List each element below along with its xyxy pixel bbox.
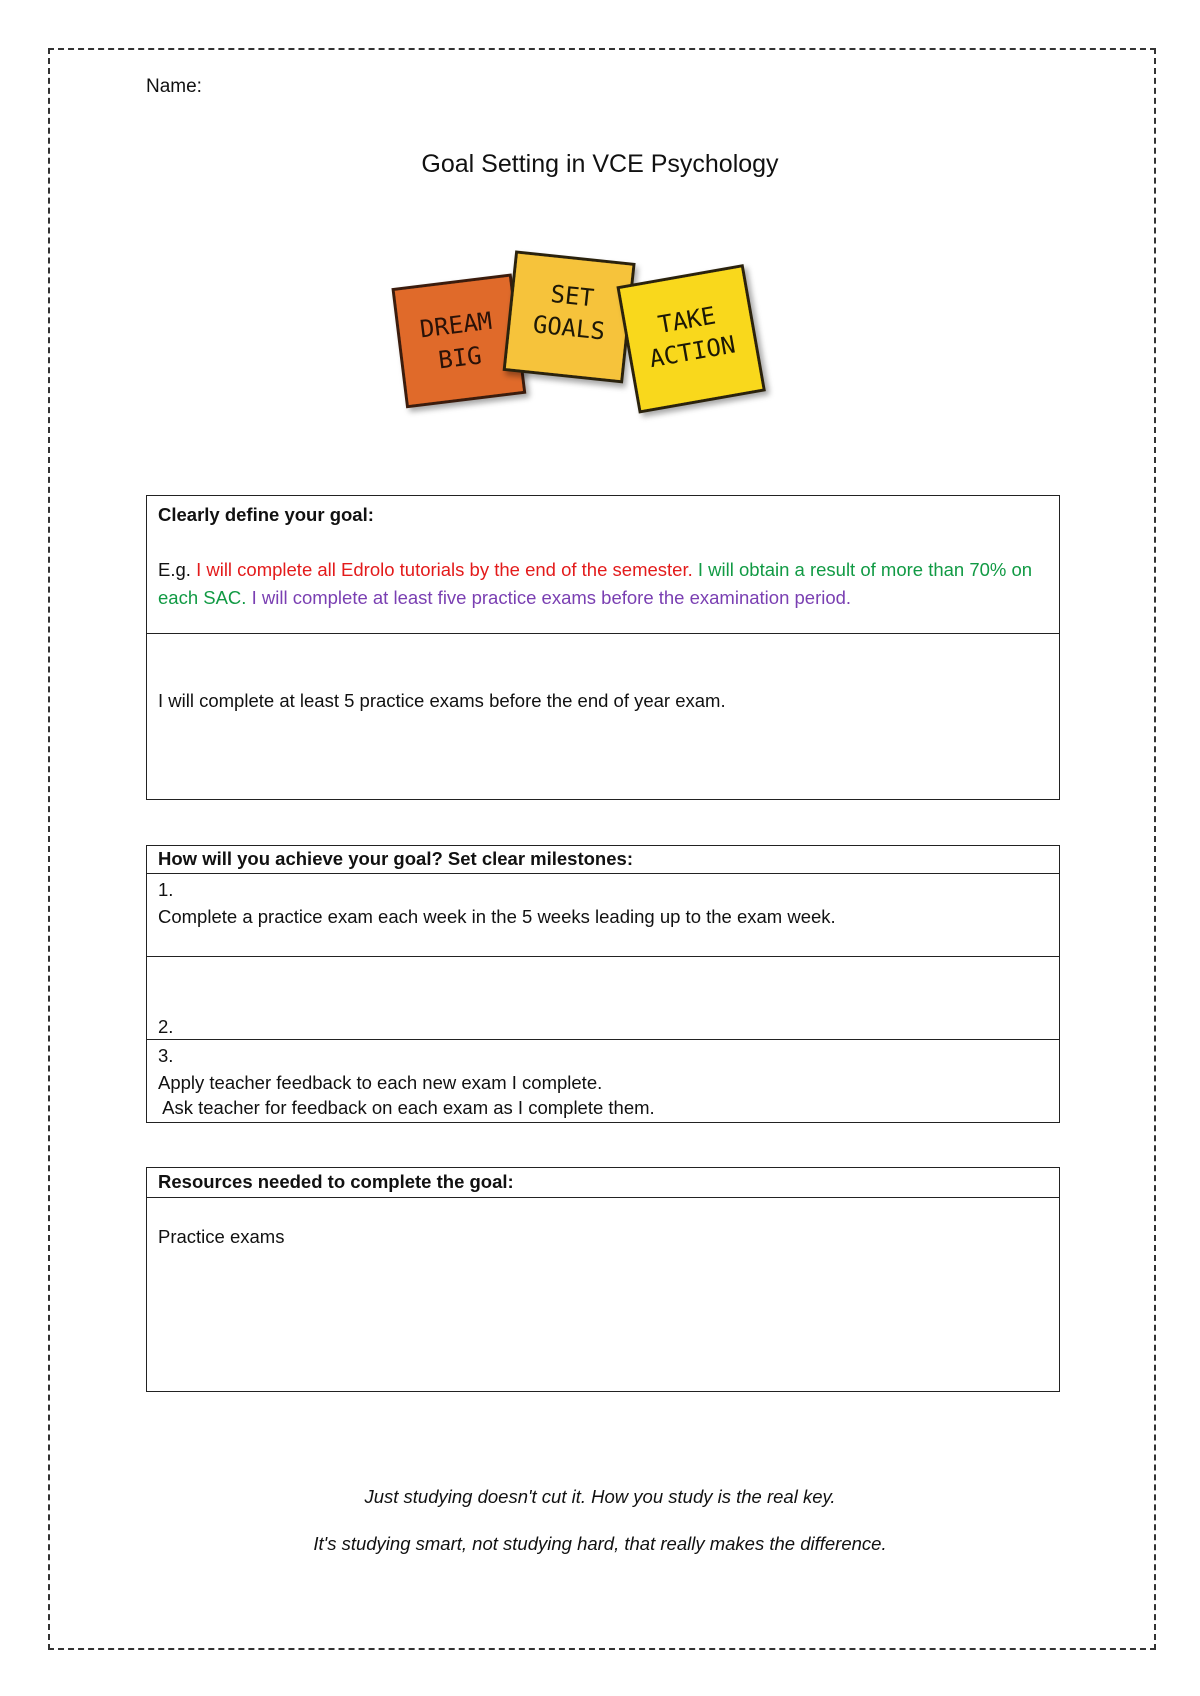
milestones-heading-row bbox=[147, 846, 1059, 874]
milestones-box bbox=[146, 845, 1060, 1123]
resources-heading: Resources needed to complete the goal: bbox=[158, 1171, 514, 1192]
quote-2: It's studying smart, not studying hard, that really makes the difference. bbox=[313, 1533, 887, 1554]
sticky-note-action-line2: ACTION bbox=[647, 330, 738, 374]
example-purple: I will complete at least five practice exams before the examination period. bbox=[251, 587, 852, 608]
name-label: Name: bbox=[146, 76, 202, 97]
milestone-row-1[interactable] bbox=[147, 874, 1059, 957]
define-goal-example bbox=[158, 556, 1048, 612]
milestones-heading: How will you achieve your goal? Set clear milestones: bbox=[158, 848, 633, 869]
milestone-number-2: 2. bbox=[158, 1016, 174, 1037]
page-title: Goal Setting in VCE Psychology bbox=[421, 150, 779, 178]
sticky-note-dream-big bbox=[393, 275, 525, 407]
milestone-number-1: 1. bbox=[158, 879, 174, 900]
example-green: I will obtain a result of more than 70% on each SAC. bbox=[158, 559, 1033, 608]
resources-answer: Practice exams bbox=[158, 1226, 285, 1247]
sticky-note-goals-line2: GOALS bbox=[531, 310, 607, 346]
milestone-number-3: 3. bbox=[158, 1045, 174, 1066]
dream-big-set-goals-take-action-image bbox=[390, 238, 830, 438]
sticky-note-dream-line2: BIG bbox=[436, 341, 484, 375]
sticky-note-set-line1: SET bbox=[549, 279, 596, 313]
example-prefix: E.g. bbox=[158, 559, 197, 580]
define-goal-heading: Clearly define your goal: bbox=[158, 504, 374, 525]
sticky-note-set-goals bbox=[504, 252, 634, 382]
resources-box bbox=[146, 1167, 1060, 1392]
resources-heading-row bbox=[147, 1168, 1059, 1198]
example-red: I will complete all Edrolo tutorials by the end of the semester. bbox=[196, 559, 698, 580]
milestone-text-1: Complete a practice exam each week in the 5 weeks leading up to the exam week. bbox=[158, 906, 836, 927]
sticky-note-take-line1: TAKE bbox=[655, 301, 718, 340]
resources-answer-row[interactable] bbox=[147, 1198, 1059, 1390]
define-goal-answer-row[interactable] bbox=[147, 634, 1059, 798]
define-goal-header-row bbox=[147, 496, 1059, 634]
define-goal-answer: I will complete at least 5 practice exams before the end of year exam. bbox=[158, 690, 726, 711]
quote-1: Just studying doesn't cut it. How you study is the real key. bbox=[364, 1486, 836, 1507]
milestone-text-3: Apply teacher feedback to each new exam I complete. bbox=[158, 1072, 603, 1093]
sticky-note-take-action bbox=[618, 266, 764, 412]
define-goal-box bbox=[146, 495, 1060, 800]
sticky-note-dream-line1: DREAM bbox=[418, 306, 494, 344]
milestone-text-2: Ask teacher for feedback on each exam as I complete them. bbox=[158, 1097, 655, 1118]
